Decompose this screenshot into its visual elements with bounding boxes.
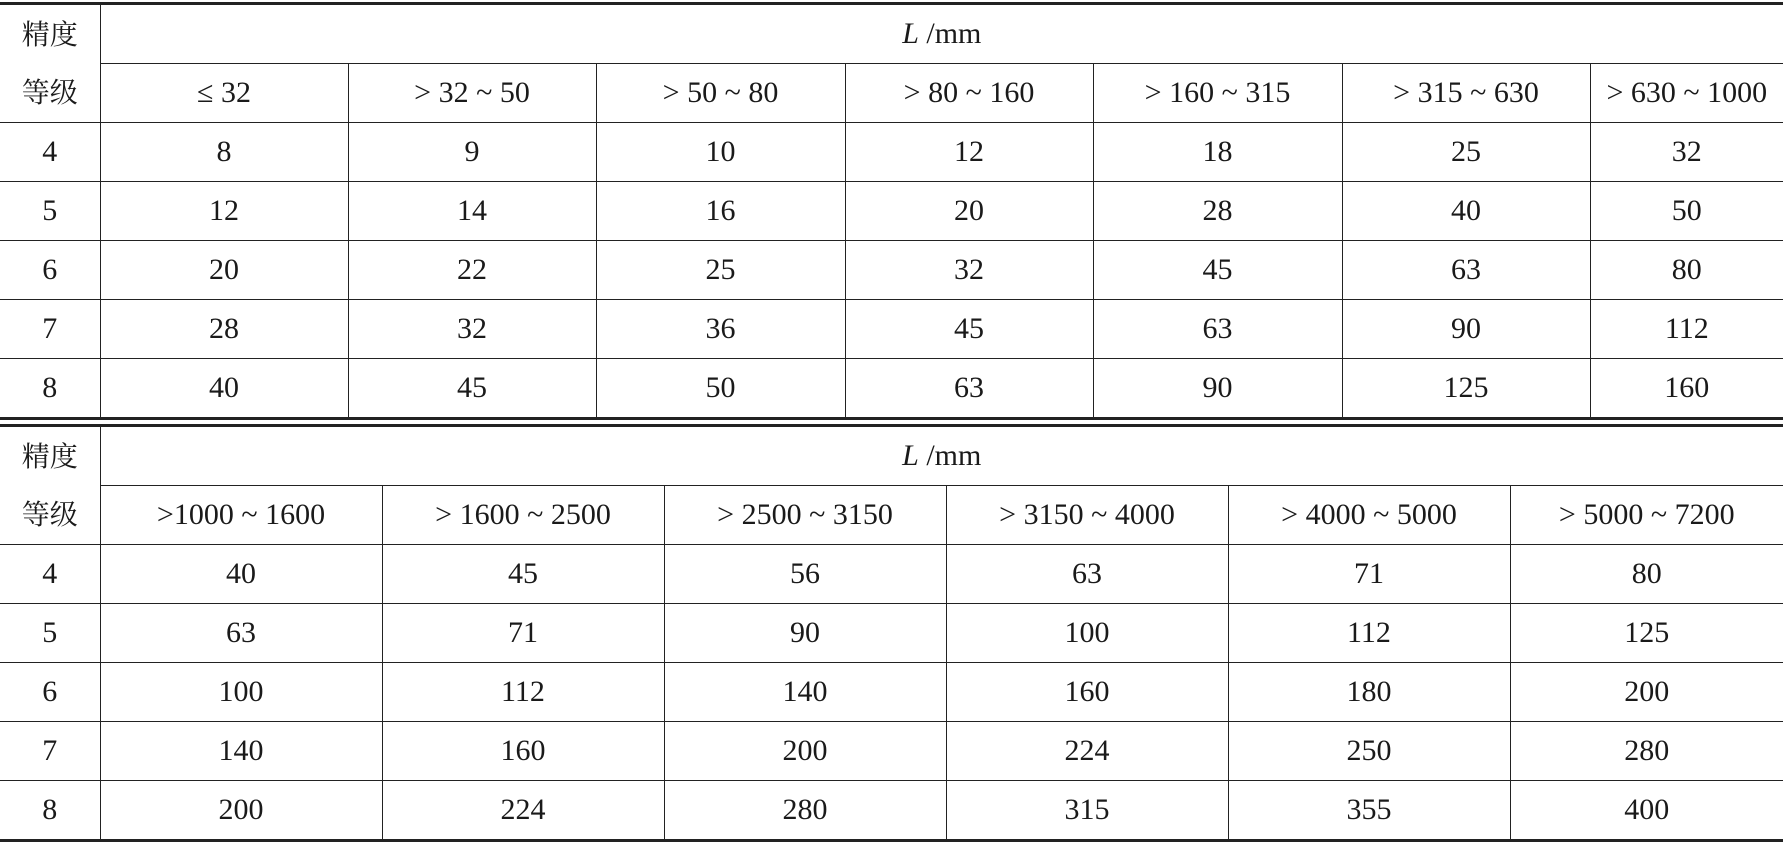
value-cell: 90 — [1093, 359, 1342, 419]
value-cell: 140 — [100, 722, 382, 781]
value-cell: 280 — [664, 781, 946, 841]
table-row — [0, 604, 1783, 663]
table-row — [0, 722, 1783, 781]
grade-cell: 4 — [0, 545, 100, 604]
length-header — [100, 4, 1783, 64]
value-cell: 160 — [1590, 359, 1783, 419]
value-cell: 50 — [1590, 182, 1783, 241]
value-cell: 224 — [382, 781, 664, 841]
value-cell: 400 — [1510, 781, 1783, 841]
grade-header-line1: 精度 — [21, 439, 78, 473]
value-cell: 63 — [100, 604, 382, 663]
grade-cell: 8 — [0, 781, 100, 841]
column-header: > 3150 ~ 4000 — [946, 486, 1228, 545]
value-cell: 45 — [382, 545, 664, 604]
value-cell: 125 — [1342, 359, 1590, 419]
table-row — [0, 781, 1783, 841]
length-variable: L — [902, 17, 919, 50]
value-cell: 45 — [348, 359, 596, 419]
value-cell: 8 — [100, 123, 348, 182]
value-cell: 9 — [348, 123, 596, 182]
value-cell: 180 — [1228, 663, 1510, 722]
range-header-row — [0, 64, 1783, 123]
table-row — [0, 359, 1783, 419]
table-row — [0, 545, 1783, 604]
value-cell: 100 — [100, 663, 382, 722]
table-row — [0, 663, 1783, 722]
column-header: > 315 ~ 630 — [1342, 64, 1590, 123]
value-cell: 45 — [845, 300, 1093, 359]
value-cell: 80 — [1510, 545, 1783, 604]
grade-cell: 7 — [0, 300, 100, 359]
value-cell: 63 — [845, 359, 1093, 419]
value-cell: 112 — [382, 663, 664, 722]
grade-header — [0, 426, 100, 545]
value-cell: 140 — [664, 663, 946, 722]
header-row — [0, 4, 1783, 64]
grade-header-line2: 等级 — [21, 75, 78, 109]
value-cell: 10 — [596, 123, 845, 182]
grade-header-line2: 等级 — [21, 497, 78, 531]
column-header: ≤ 32 — [100, 64, 348, 123]
value-cell: 36 — [596, 300, 845, 359]
grade-cell: 6 — [0, 241, 100, 300]
grade-cell: 5 — [0, 604, 100, 663]
value-cell: 112 — [1228, 604, 1510, 663]
grade-cell: 5 — [0, 182, 100, 241]
value-cell: 71 — [382, 604, 664, 663]
value-cell: 100 — [946, 604, 1228, 663]
column-header: > 50 ~ 80 — [596, 64, 845, 123]
column-header: > 160 ~ 315 — [1093, 64, 1342, 123]
grade-cell: 6 — [0, 663, 100, 722]
value-cell: 90 — [1342, 300, 1590, 359]
grade-cell: 8 — [0, 359, 100, 419]
column-header: > 80 ~ 160 — [845, 64, 1093, 123]
grade-cell: 4 — [0, 123, 100, 182]
value-cell: 250 — [1228, 722, 1510, 781]
value-cell: 20 — [845, 182, 1093, 241]
value-cell: 25 — [1342, 123, 1590, 182]
value-cell: 40 — [100, 545, 382, 604]
grade-header — [0, 4, 100, 123]
header-row — [0, 426, 1783, 486]
value-cell: 90 — [664, 604, 946, 663]
value-cell: 22 — [348, 241, 596, 300]
value-cell: 112 — [1590, 300, 1783, 359]
value-cell: 12 — [100, 182, 348, 241]
value-cell: 18 — [1093, 123, 1342, 182]
value-cell: 20 — [100, 241, 348, 300]
value-cell: 63 — [1342, 241, 1590, 300]
value-cell: 355 — [1228, 781, 1510, 841]
value-cell: 25 — [596, 241, 845, 300]
value-cell: 40 — [100, 359, 348, 419]
column-header: > 4000 ~ 5000 — [1228, 486, 1510, 545]
column-header: >1000 ~ 1600 — [100, 486, 382, 545]
value-cell: 125 — [1510, 604, 1783, 663]
value-cell: 32 — [348, 300, 596, 359]
value-cell: 28 — [1093, 182, 1342, 241]
value-cell: 45 — [1093, 241, 1342, 300]
column-header: > 2500 ~ 3150 — [664, 486, 946, 545]
tolerance-table-2 — [0, 424, 1783, 842]
value-cell: 32 — [1590, 123, 1783, 182]
value-cell: 280 — [1510, 722, 1783, 781]
table-row — [0, 300, 1783, 359]
value-cell: 12 — [845, 123, 1093, 182]
value-cell: 16 — [596, 182, 845, 241]
value-cell: 160 — [382, 722, 664, 781]
value-cell: 160 — [946, 663, 1228, 722]
value-cell: 224 — [946, 722, 1228, 781]
value-cell: 14 — [348, 182, 596, 241]
column-header: > 630 ~ 1000 — [1590, 64, 1783, 123]
grade-cell: 7 — [0, 722, 100, 781]
table-row — [0, 182, 1783, 241]
value-cell: 28 — [100, 300, 348, 359]
table-row — [0, 123, 1783, 182]
column-header: > 5000 ~ 7200 — [1510, 486, 1783, 545]
value-cell: 200 — [1510, 663, 1783, 722]
column-header: > 32 ~ 50 — [348, 64, 596, 123]
value-cell: 200 — [664, 722, 946, 781]
value-cell: 80 — [1590, 241, 1783, 300]
value-cell: 56 — [664, 545, 946, 604]
value-cell: 200 — [100, 781, 382, 841]
value-cell: 315 — [946, 781, 1228, 841]
grade-header-line1: 精度 — [21, 17, 78, 51]
value-cell: 63 — [946, 545, 1228, 604]
value-cell: 40 — [1342, 182, 1590, 241]
length-unit: /mm — [918, 439, 982, 472]
table-row — [0, 241, 1783, 300]
length-variable: L — [902, 439, 919, 472]
tolerance-table-1 — [0, 2, 1783, 420]
range-header-row — [0, 486, 1783, 545]
value-cell: 71 — [1228, 545, 1510, 604]
value-cell: 63 — [1093, 300, 1342, 359]
length-header — [100, 426, 1783, 486]
value-cell: 50 — [596, 359, 845, 419]
column-header: > 1600 ~ 2500 — [382, 486, 664, 545]
value-cell: 32 — [845, 241, 1093, 300]
length-unit: /mm — [918, 17, 982, 50]
